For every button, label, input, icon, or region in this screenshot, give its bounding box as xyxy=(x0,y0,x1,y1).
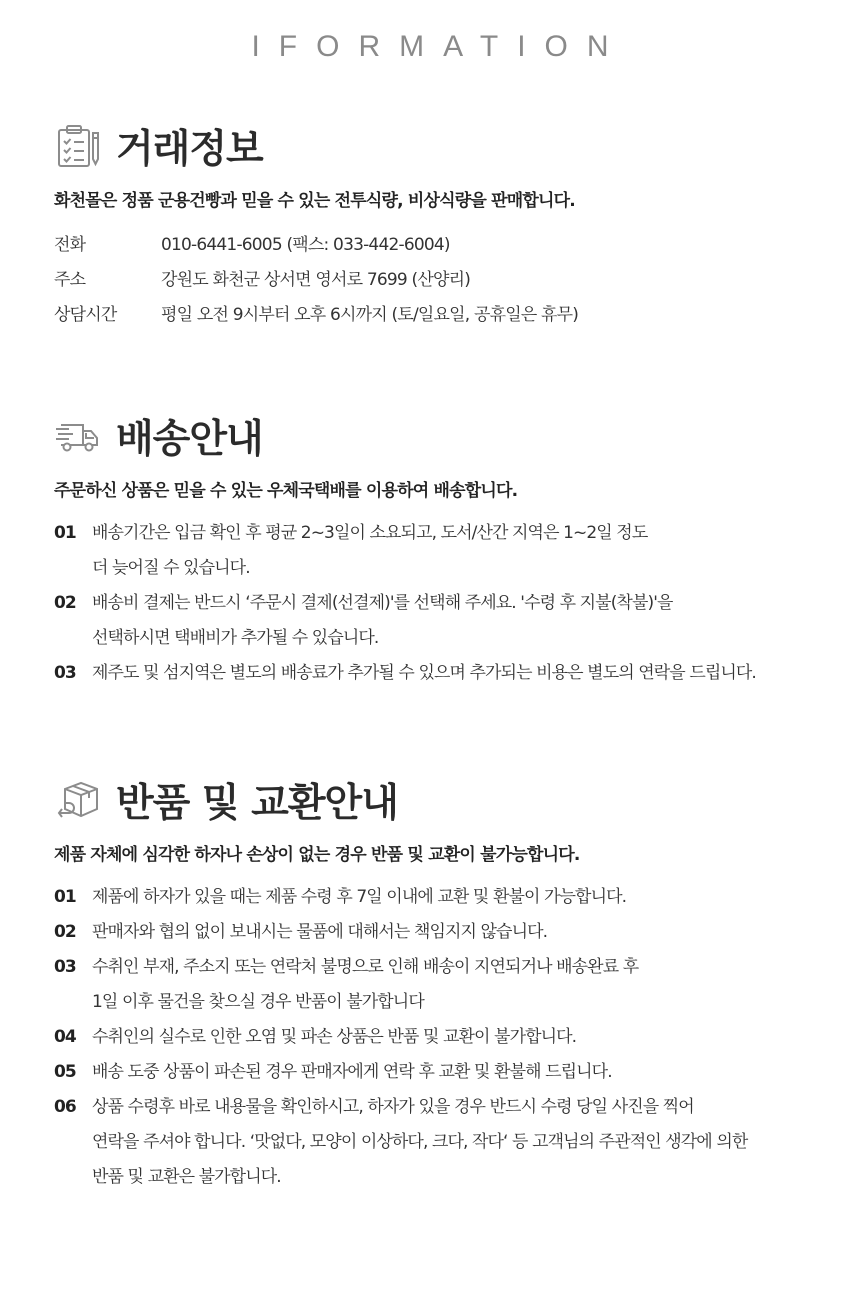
list-item xyxy=(54,516,834,586)
info-value: 010-6441-6005 (팩스: 033-442-6004) xyxy=(161,235,450,255)
item-text: 배송 도중 상품이 파손된 경우 판매자에게 연락 후 교환 및 환불해 드립니다. xyxy=(92,1062,612,1082)
item-number: 01 xyxy=(54,887,76,907)
shipping-section xyxy=(54,408,834,691)
trade-info-section xyxy=(54,118,834,333)
item-text: 배송기간은 입금 확인 후 평균 2~3일이 소요되고, 도서/산간 지역은 1~2일 정도 더 늦어질 수 있습니다. xyxy=(92,523,648,578)
returns-header xyxy=(54,772,834,828)
item-text: 수취인 부재, 주소지 또는 연락처 불명으로 인해 배송이 지연되거나 배송완료 후 1일 이후 물건을 찾으실 경우 반품이 불가합니다 xyxy=(92,957,639,1012)
shipping-lead: 주문하신 상품은 믿을 수 있는 우체국택배를 이용하여 배송합니다. xyxy=(54,481,518,501)
returns-list xyxy=(54,880,834,1195)
returns-section xyxy=(54,772,834,1195)
info-label: 주소 xyxy=(54,270,86,290)
returns-lead: 제품 자체에 심각한 하자나 손상이 없는 경우 반품 및 교환이 불가능합니다. xyxy=(54,845,580,865)
returns-title: 반품 및 교환안내 xyxy=(116,781,398,826)
info-label: 전화 xyxy=(54,235,86,255)
trade-info-header xyxy=(54,118,834,174)
item-text: 제주도 및 섬지역은 별도의 배송료가 추가될 수 있으며 추가되는 비용은 별도의 연락을 드립니다. xyxy=(92,663,756,683)
clipboard-checklist-icon xyxy=(54,122,102,170)
list-item xyxy=(54,1055,834,1090)
trade-info-lead: 화천몰은 정품 군용건빵과 믿을 수 있는 전투식량, 비상식량을 판매합니다. xyxy=(54,191,575,211)
item-text: 제품에 하자가 있을 때는 제품 수령 후 7일 이내에 교환 및 환불이 가능합니다. xyxy=(92,887,627,907)
info-value: 평일 오전 9시부터 오후 6시까지 (토/일요일, 공휴일은 휴무) xyxy=(161,305,579,325)
list-item xyxy=(54,880,834,915)
item-number: 03 xyxy=(54,957,76,977)
item-number: 04 xyxy=(54,1027,76,1047)
box-return-icon xyxy=(54,776,102,824)
item-text: 수취인의 실수로 인한 오염 및 파손 상품은 반품 및 교환이 불가합니다. xyxy=(92,1027,577,1047)
info-row-address xyxy=(54,263,834,298)
item-number: 02 xyxy=(54,593,76,613)
trade-info-list xyxy=(54,228,834,333)
item-number: 03 xyxy=(54,663,76,683)
shipping-list xyxy=(54,516,834,691)
delivery-truck-icon xyxy=(54,412,102,460)
trade-info-title: 거래정보 xyxy=(116,127,263,172)
page-heading: IFORMATION xyxy=(251,30,628,63)
item-number: 01 xyxy=(54,523,76,543)
item-number: 05 xyxy=(54,1062,76,1082)
list-item xyxy=(54,586,834,656)
list-item xyxy=(54,656,834,691)
info-label: 상담시간 xyxy=(54,305,117,325)
item-text: 판매자와 협의 없이 보내시는 물품에 대해서는 책임지지 않습니다. xyxy=(92,922,548,942)
info-row-hours xyxy=(54,298,834,333)
shipping-header xyxy=(54,408,834,464)
list-item xyxy=(54,1090,834,1195)
shipping-title: 배송안내 xyxy=(116,417,263,462)
item-number: 06 xyxy=(54,1097,76,1117)
item-text: 상품 수령후 바로 내용물을 확인하시고, 하자가 있을 경우 반드시 수령 당일 사진을 찍어 연락을 주셔야 합니다. ‘맛없다, 모양이 이상하다, 크다, 작다‘ 등 고객님의 주관적인 생각에 의한 반품 및 교환은 불가합니다. xyxy=(92,1097,748,1187)
item-number: 02 xyxy=(54,922,76,942)
info-row-phone xyxy=(54,228,834,263)
list-item xyxy=(54,950,834,1020)
item-text: 배송비 결제는 반드시 ‘주문시 결제(선결제)'를 선택해 주세요. '수령 후 지불(착불)'을 선택하시면 택배비가 추가될 수 있습니다. xyxy=(92,593,673,648)
info-value: 강원도 화천군 상서면 영서로 7699 (산양리) xyxy=(161,270,471,290)
list-item xyxy=(54,1020,834,1055)
list-item xyxy=(54,915,834,950)
